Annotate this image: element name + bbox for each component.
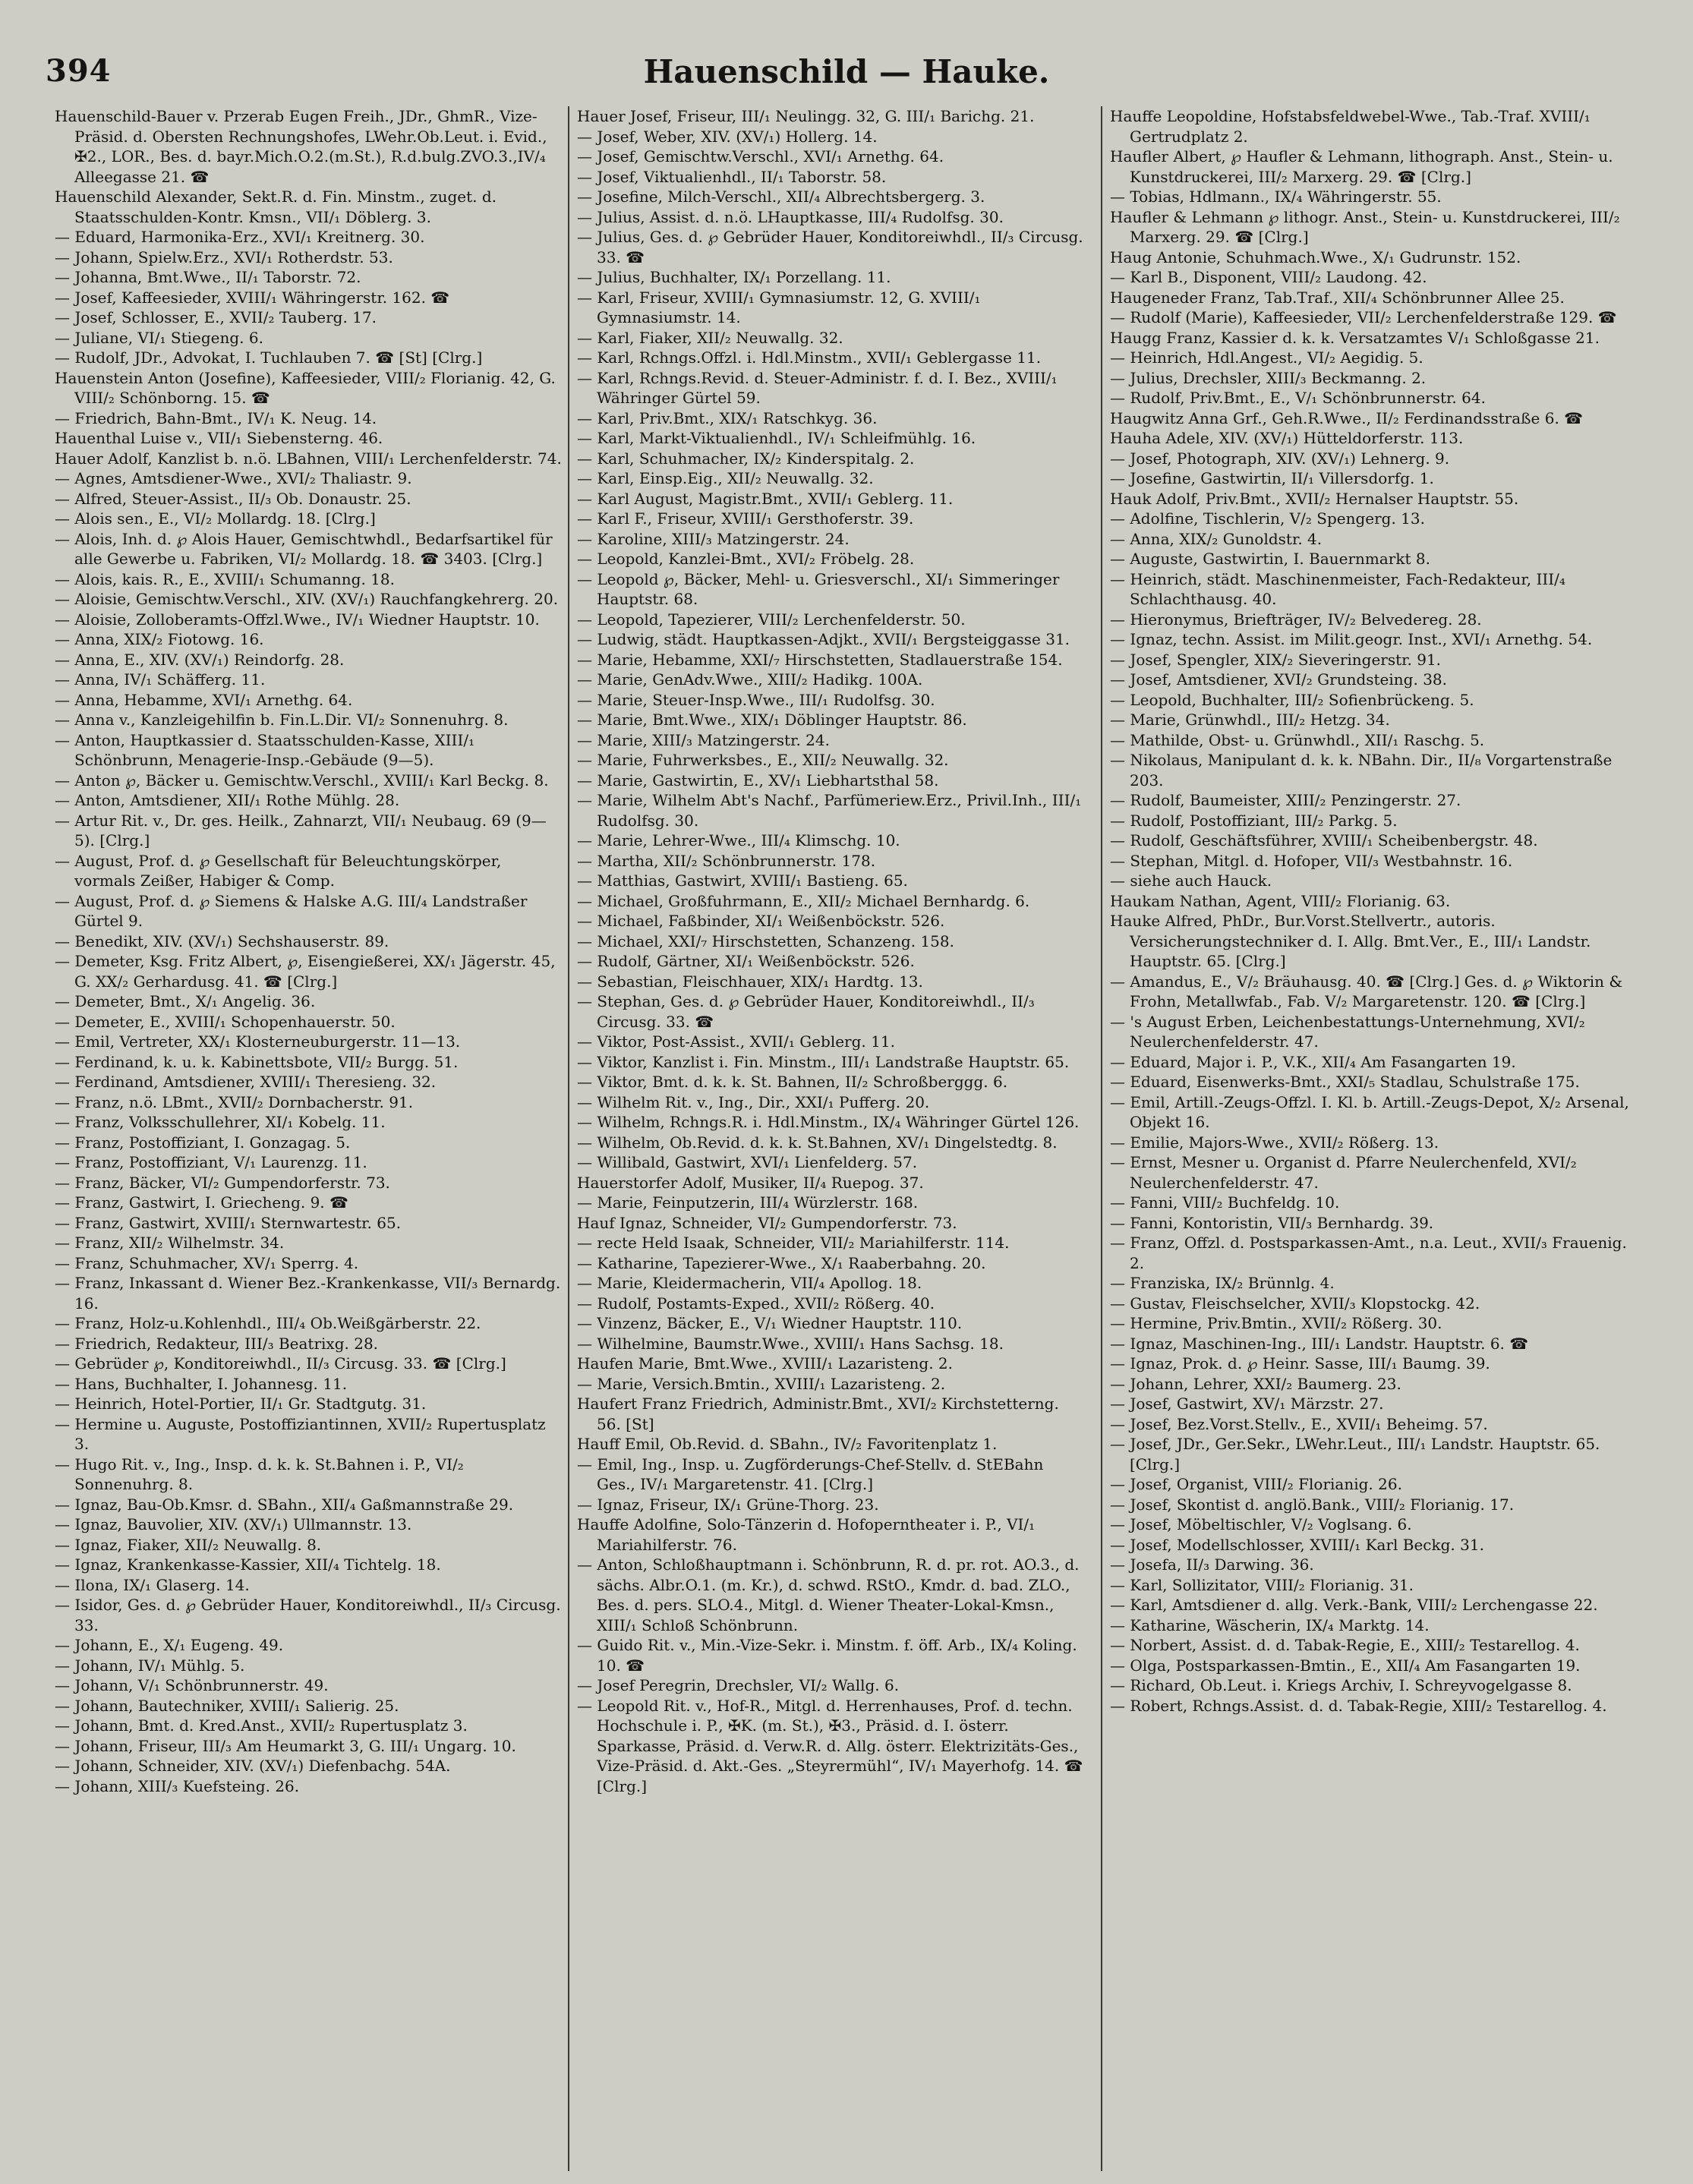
directory-entry: — Leopold, Tapezierer, VIII/₂ Lerchenfelderstr. 50.	[577, 610, 966, 629]
directory-entry: Hauerstorfer Adolf, Musiker, II/₄ Ruepog. 37.	[577, 1173, 924, 1192]
directory-entry: Haug Antonie, Schuhmach.Wwe., X/₁ Gudrunstr. 152.	[1110, 247, 1521, 266]
directory-entry: — Marie, Bmt.Wwe., XIX/₁ Döblinger Hauptstr. 86.	[577, 711, 967, 729]
directory-entry: — Josef, Kaffeesieder, XVIII/₁ Währingerstr. 162. ☎	[55, 288, 450, 307]
directory-entry: — Karl, Rchngs.Revid. d. Steuer-Administr. f. d. I. Bez., XVIII/₁ Währinger Gürtel 59.	[577, 368, 1058, 407]
directory-entry: — Josef, Bez.Vorst.Stellv., E., XVII/₁ Beheimg. 57.	[1110, 1414, 1488, 1433]
directory-entry: — Karl August, Magistr.Bmt., XVII/₁ Geblerg. 11.	[577, 489, 954, 508]
directory-entry: — Isidor, Ges. d. ℘ Gebrüder Hauer, Konditoreiwhdl., II/₃ Circusg. 33.	[55, 1596, 561, 1634]
directory-entry: — Sebastian, Fleischhauer, XIX/₁ Hardtg. 13.	[577, 972, 923, 991]
directory-entry: — Karl, Schuhmacher, IX/₂ Kinderspitalg. 2.	[577, 449, 915, 468]
directory-entry: — Karl, Sollizitator, VIII/₂ Florianig. 31.	[1110, 1575, 1414, 1594]
directory-entry: — Julius, Ges. d. ℘ Gebrüder Hauer, Konditoreiwhdl., II/₃ Circusg. 33. ☎	[577, 228, 1083, 266]
directory-entry: — Hermine u. Auguste, Postoffiziantinnen, XVII/₂ Rupertusplatz 3.	[55, 1414, 546, 1453]
directory-entry: — Benedikt, XIV. (XV/₁) Sechshauserstr. 89.	[55, 931, 389, 950]
directory-entry: — Marie, XIII/₃ Matzingerstr. 24.	[577, 730, 830, 749]
directory-entry: Hauffe Adolfine, Solo-Tänzerin d. Hofoperntheater i. P., VI/₁ Mariahilferstr. 76.	[577, 1515, 1036, 1554]
directory-entry: — Rudolf, Priv.Bmt., E., V/₁ Schönbrunnerstr. 64.	[1110, 389, 1486, 407]
directory-entry: — Anton, Schloßhauptmann i. Schönbrunn, R. d. pr. rot. AO.3., d. sächs. Albr.O.1. (m. Kr.), d. schwd. RStO., Kmdr. d. bad. ZLO., Bes. d. pers. SLO.4., Mitgl. d. Wiener Theater-Lokal-Kmsn., XIII/₁ Schloß Schönbrunn.	[577, 1555, 1080, 1634]
directory-entry: — Viktor, Post-Assist., XVII/₁ Geblerg. 11.	[577, 1032, 895, 1051]
directory-entry: — Demeter, Ksg. Fritz Albert, ℘, Eisengießerei, XX/₁ Jägerstr. 45, G. XX/₂ Gerhardusg. 41. ☎ [Clrg.]	[55, 952, 556, 991]
directory-entry: — Josef, Gemischtw.Verschl., XVI/₁ Arnethg. 64.	[577, 147, 944, 165]
directory-entry: — Josef, Weber, XIV. (XV/₁) Hollerg. 14.	[577, 127, 878, 146]
directory-entry: Haufler & Lehmann ℘ lithogr. Anst., Stein- u. Kunstdruckerei, III/₂ Marxerg. 29. ☎ [Clrg.]	[1110, 207, 1620, 246]
directory-entry: — Karl, Amtsdiener d. allg. Verk.-Bank, VIII/₂ Lerchengasse 22.	[1110, 1596, 1598, 1614]
page-header	[46, 53, 1647, 91]
directory-entry: — Karl, Priv.Bmt., XIX/₁ Ratschkyg. 36.	[577, 408, 878, 427]
directory-entry: — Aloisie, Gemischtw.Verschl., XIV. (XV/₁) Rauchfangkehrerg. 20.	[55, 590, 559, 608]
directory-entry: — Martha, XII/₂ Schönbrunnerstr. 178.	[577, 851, 876, 870]
directory-entry: — Marie, Lehrer-Wwe., III/₄ Klimschg. 10.	[577, 831, 900, 849]
directory-entry: — Karl, Fiaker, XII/₂ Neuwallg. 32.	[577, 328, 843, 347]
directory-entry: — Adolfine, Tischlerin, V/₂ Spengerg. 13.	[1110, 509, 1425, 528]
directory-entry: — Marie, Feinputzerin, III/₄ Würzlerstr. 168.	[577, 1193, 919, 1212]
directory-entry: — Franz, Gastwirt, XVIII/₁ Sternwartestr. 65.	[55, 1213, 402, 1232]
directory-entry: — Viktor, Bmt. d. k. k. St. Bahnen, II/₂ Schroßberggg. 6.	[577, 1073, 1008, 1091]
directory-entry: — Wilhelm, Rchngs.R. i. Hdl.Minstm., IX/₄ Währinger Gürtel 126.	[577, 1113, 1080, 1131]
directory-entry: — Marie, Versich.Bmtin., XVIII/₁ Lazaristeng. 2.	[577, 1374, 946, 1393]
directory-entry: — Stephan, Mitgl. d. Hofoper, VII/₃ Westbahnstr. 16.	[1110, 851, 1513, 870]
directory-entry: — Alois, Inh. d. ℘ Alois Hauer, Gemischtwhdl., Bedarfsartikel für alle Gewerbe u. Fabriken, VI/₂ Mollardg. 18. ☎ 3403. [Clrg.]	[55, 529, 553, 568]
directory-entry: Haugeneder Franz, Tab.Traf., XII/₄ Schönbrunner Allee 25.	[1110, 288, 1565, 307]
directory-entry: — Amandus, E., V/₂ Bräuhausg. 40. ☎ [Clrg.] Ges. d. ℘ Wiktorin & Frohn, Metallwfab., Fab. V/₂ Margaretenstr. 120. ☎ [Clrg.]	[1110, 972, 1623, 1010]
directory-entry: — Anna, XIX/₂ Fiotowg. 16.	[55, 630, 264, 648]
directory-entry: — Anna, XIX/₂ Gunoldstr. 4.	[1110, 529, 1323, 548]
directory-entry: Haukam Nathan, Agent, VIII/₂ Florianig. 63.	[1110, 891, 1451, 910]
directory-entry: — Franz, Gastwirt, I. Griecheng. 9. ☎	[55, 1193, 348, 1212]
directory-entry: — Friedrich, Redakteur, III/₃ Beatrixg. 28.	[55, 1334, 379, 1353]
directory-entry: — Stephan, Ges. d. ℘ Gebrüder Hauer, Konditoreiwhdl., II/₃ Circusg. 33. ☎	[577, 992, 1035, 1031]
directory-entry: — Marie, Steuer-Insp.Wwe., III/₁ Rudolfsg. 30.	[577, 690, 935, 709]
directory-entry: — August, Prof. d. ℘ Siemens & Halske A.G. III/₄ Landstraßer Gürtel 9.	[55, 891, 528, 930]
directory-entry: Hauenschild Alexander, Sekt.R. d. Fin. Minstm., zuget. d. Staatsschulden-Kontr. Kmsn., VII/₁ Döblerg. 3.	[55, 188, 497, 226]
directory-entry: — Agnes, Amtsdiener-Wwe., XVI/₂ Thaliastr. 9.	[55, 469, 412, 487]
directory-entry: — Rudolf, Geschäftsführer, XVIII/₁ Scheibenbergstr. 48.	[1110, 831, 1538, 849]
directory-entry: — Josef, Organist, VIII/₂ Florianig. 26.	[1110, 1475, 1402, 1493]
directory-entry: — Franz, Volksschullehrer, XI/₁ Kobelg. 11.	[55, 1113, 386, 1131]
directory-entry: — Josef, Modellschlosser, XVIII/₁ Karl Beckg. 31.	[1110, 1535, 1484, 1554]
directory-entry: — Ilona, IX/₁ Glaserg. 14.	[55, 1575, 250, 1594]
directory-entry: — Marie, Hebamme, XXI/₇ Hirschstetten, Stadlauerstraße 154.	[577, 650, 1063, 669]
directory-entry: — Anton, Hauptkassier d. Staatsschulden-Kasse, XIII/₁ Schönbrunn, Menagerie-Insp.-Gebäude (9—5).	[55, 730, 475, 769]
directory-entry: — Rudolf (Marie), Kaffeesieder, VII/₂ Lerchenfelderstraße 129. ☎	[1110, 308, 1617, 326]
directory-entry: Hauke Alfred, PhDr., Bur.Vorst.Stellvertr., autoris. Versicherungstechniker d. I. Allg. Bmt.Ver., E., III/₁ Landstr. Hauptstr. 65. [Clrg.]	[1110, 912, 1591, 970]
directory-entry: — Karoline, XIII/₃ Matzingerstr. 24.	[577, 529, 850, 548]
directory-entry: — Mathilde, Obst- u. Grünwhdl., XII/₁ Raschg. 5.	[1110, 730, 1485, 749]
directory-entry: — Josef, Photograph, XIV. (XV/₁) Lehnerg. 9.	[1110, 449, 1450, 468]
directory-entry: — Josef, Möbeltischler, V/₂ Voglsang. 6.	[1110, 1515, 1412, 1533]
directory-entry: — Josefine, Milch-Verschl., XII/₄ Albrechtsbergerg. 3.	[577, 188, 985, 206]
directory-entry: Haugwitz Anna Grf., Geh.R.Wwe., II/₂ Ferdinandsstraße 6. ☎	[1110, 408, 1584, 427]
directory-entry: — Hugo Rit. v., Ing., Insp. d. k. k. St.Bahnen i. P., VI/₂ Sonnenuhrg. 8.	[55, 1454, 464, 1493]
directory-entry: — Fanni, Kontoristin, VII/₃ Bernhardg. 39.	[1110, 1213, 1434, 1232]
directory-entry: — Guido Rit. v., Min.-Vize-Sekr. i. Minstm. f. öff. Arb., IX/₄ Koling. 10. ☎	[577, 1636, 1077, 1675]
directory-entry: — Karl, Friseur, XVIII/₁ Gymnasiumstr. 12, G. XVIII/₁ Gymnasiumstr. 14.	[577, 288, 981, 326]
directory-entry: — Ignaz, Fiaker, XII/₂ Neuwallg. 8.	[55, 1535, 322, 1554]
directory-entry: Hauenstein Anton (Josefine), Kaffeesieder, VIII/₂ Florianig. 42, G. VIII/₂ Schönborng. 15. ☎	[55, 368, 556, 407]
directory-entry: — Johann, Bautechniker, XVIII/₁ Salierig. 25.	[55, 1696, 399, 1715]
directory-entry: — Franz, Inkassant d. Wiener Bez.-Krankenkasse, VII/₃ Bernardg. 16.	[55, 1274, 561, 1313]
directory-entry: — Richard, Ob.Leut. i. Kriegs Archiv, I. Schreyvogelgasse 8.	[1110, 1676, 1572, 1694]
directory-entry: — Michael, Faßbinder, XI/₁ Weißenböckstr. 526.	[577, 912, 945, 930]
directory-entry: — Karl, Rchngs.Offzl. i. Hdl.Minstm., XVII/₁ Geblergasse 11.	[577, 348, 1042, 367]
directory-entry: — Emil, Artill.-Zeugs-Offzl. I. Kl. b. Artill.-Zeugs-Depot, X/₂ Arsenal, Objekt 16.	[1110, 1092, 1629, 1131]
directory-entry: — Julius, Drechsler, XIII/₃ Beckmanng. 2.	[1110, 368, 1427, 387]
directory-entry: — Julius, Assist. d. n.ö. LHauptkasse, III/₄ Rudolfsg. 30.	[577, 207, 1004, 226]
directory-entry: Hauf Ignaz, Schneider, VI/₂ Gumpendorferstr. 73.	[577, 1213, 957, 1232]
directory-entry: — Rudolf, Postoffiziant, III/₂ Parkg. 5.	[1110, 811, 1398, 830]
directory-entry: — Tobias, Hdlmann., IX/₄ Währingerstr. 55.	[1110, 188, 1442, 206]
page-number: 394	[46, 53, 112, 89]
directory-entry: — Friedrich, Bahn-Bmt., IV/₁ K. Neug. 14.	[55, 408, 377, 427]
directory-entry: — Emil, Vertreter, XX/₁ Klosterneuburgerstr. 11—13.	[55, 1032, 461, 1051]
directory-entry: — Johann, XIII/₃ Kuefsteing. 26.	[55, 1776, 300, 1795]
directory-entry: — Marie, Gastwirtin, E., XV/₁ Liebhartsthal 58.	[577, 771, 939, 789]
directory-entry: — Hieronymus, Briefträger, IV/₂ Belvedereg. 28.	[1110, 610, 1482, 629]
directory-entry: Hauha Adele, XIV. (XV/₁) Hütteldorferstr. 113.	[1110, 429, 1464, 447]
directory-entry: — Ludwig, städt. Hauptkassen-Adjkt., XVII/₁ Bergsteiggasse 31.	[577, 630, 1070, 648]
directory-entry: — Franz, Bäcker, VI/₂ Gumpendorferstr. 73.	[55, 1173, 390, 1192]
directory-entry: — Leopold ℘, Bäcker, Mehl- u. Griesverschl., XI/₁ Simmeringer Hauptstr. 68.	[577, 569, 1060, 608]
directory-entry: — Ignaz, Prok. d. ℘ Heinr. Sasse, III/₁ Baumg. 39.	[1110, 1354, 1490, 1372]
directory-entry: — Matthias, Gastwirt, XVIII/₁ Bastieng. 65.	[577, 871, 908, 890]
directory-entry: — Karl, Markt-Viktualienhdl., IV/₁ Schleifmühlg. 16.	[577, 429, 976, 447]
directory-entry: Hauer Josef, Friseur, III/₁ Neulingg. 32, G. III/₁ Barichg. 21.	[577, 107, 1035, 125]
directory-entry: — August, Prof. d. ℘ Gesellschaft für Beleuchtungskörper, vormals Zeißer, Habiger & Comp.	[55, 851, 502, 890]
directory-entry: — recte Held Isaak, Schneider, VII/₂ Mariahilferstr. 114.	[577, 1234, 1010, 1252]
directory-entry: — Nikolaus, Manipulant d. k. k. NBahn. Dir., II/₈ Vorgartenstraße 203.	[1110, 751, 1613, 789]
directory-entry: — Ignaz, Bauvolier, XIV. (XV/₁) Ullmannstr. 13.	[55, 1515, 412, 1533]
directory-entry: — Eduard, Major i. P., V.K., XII/₄ Am Fasangarten 19.	[1110, 1052, 1516, 1071]
directory-entry: — Gebrüder ℘, Konditoreiwhdl., II/₃ Circusg. 33. ☎ [Clrg.]	[55, 1354, 506, 1372]
directory-entry: — Josef, Schlosser, E., XVII/₂ Tauberg. 17.	[55, 308, 377, 326]
directory-entry: — Anna v., Kanzleigehilfin b. Fin.L.Dir. VI/₂ Sonnenuhrg. 8.	[55, 711, 509, 729]
directory-entry: — Demeter, Bmt., X/₁ Angelig. 36.	[55, 992, 316, 1010]
directory-entry: — Ferdinand, k. u. k. Kabinettsbote, VII/₂ Burgg. 51.	[55, 1052, 459, 1071]
directory-entry: — 's August Erben, Leichenbestattungs-Unternehmung, XVI/₂ Neulerchenfelderstr. 47.	[1110, 1012, 1585, 1051]
directory-entry: — Johann, Spielw.Erz., XVI/₁ Rotherdstr. 53.	[55, 247, 393, 266]
column-middle	[577, 106, 1084, 1796]
directory-entry: — Olga, Postsparkassen-Bmtin., E., XII/₄ Am Fasangarten 19.	[1110, 1656, 1581, 1675]
directory-entry: Hauk Adolf, Priv.Bmt., XVII/₂ Hernalser Hauptstr. 55.	[1110, 489, 1519, 508]
directory-entry: — Josefa, II/₃ Darwing. 36.	[1110, 1555, 1314, 1574]
directory-entry: — Marie, Grünwhdl., III/₂ Hetzg. 34.	[1110, 711, 1390, 729]
directory-entry: — Viktor, Kanzlist i. Fin. Minstm., III/₁ Landstraße Hauptstr. 65.	[577, 1052, 1070, 1071]
directory-entry: — Juliane, VI/₁ Stiegeng. 6.	[55, 328, 263, 347]
directory-entry: Haufen Marie, Bmt.Wwe., XVIII/₁ Lazaristeng. 2.	[577, 1354, 954, 1372]
directory-entry: — Ernst, Mesner u. Organist d. Pfarre Neulerchenfeld, XVI/₂ Neulerchenfelderstr. 47.	[1110, 1153, 1577, 1192]
directory-entry: — Franz, XII/₂ Wilhelmstr. 34.	[55, 1234, 285, 1252]
directory-entry: — Hans, Buchhalter, I. Johannesg. 11.	[55, 1374, 348, 1393]
directory-entry: — Eduard, Harmonika-Erz., XVI/₁ Kreitnerg. 30.	[55, 228, 425, 246]
directory-entry: — Heinrich, Hdl.Angest., VI/₂ Aegidig. 5.	[1110, 348, 1423, 367]
directory-entry: — Johanna, Bmt.Wwe., II/₁ Taborstr. 72.	[55, 268, 361, 286]
directory-entry: — Gustav, Fleischselcher, XVII/₃ Klopstockg. 42.	[1110, 1294, 1480, 1313]
directory-entry: — Franz, n.ö. LBmt., XVII/₂ Dornbacherstr. 91.	[55, 1092, 414, 1111]
directory-entry: — Leopold Rit. v., Hof-R., Mitgl. d. Herrenhauses, Prof. d. techn. Hochschule i. P., ✠K. (m. St.), ✠3., Präsid. d. I. österr. Sparkasse, Präsid. d. Verw.R. d. Allg. österr. Elektrizitäts-Ges., Vize-Präsid. d. Akt.-Ges. „Steyrermühl“, IV/₁ Mayerhofg. 14. ☎ [Clrg.]	[577, 1696, 1083, 1795]
directory-entry: Hauenschild-Bauer v. Przerab Eugen Freih., JDr., GhmR., Vize-Präsid. d. Obersten Rechnungshofes, LWehr.Ob.Leut. i. Evid., ✠2., LOR., Bes. d. bayr.Mich.O.2.(m.St.), R.d.bulg.ZVO.3.,IV/₄ Alleegasse 21. ☎	[55, 107, 547, 186]
directory-entry: — Heinrich, Hotel-Portier, II/₁ Gr. Stadtgutg. 31.	[55, 1395, 427, 1413]
directory-entry: — Wilhelmine, Baumstr.Wwe., XVIII/₁ Hans Sachsg. 18.	[577, 1334, 1004, 1353]
directory-entry: — Robert, Rchngs.Assist. d. d. Tabak-Regie, XIII/₂ Testarellog. 4.	[1110, 1696, 1607, 1715]
directory-entry: — Josef, JDr., Ger.Sekr., LWehr.Leut., III/₁ Landstr. Hauptstr. 65. [Clrg.]	[1110, 1435, 1600, 1473]
directory-entry: — Anton ℘, Bäcker u. Gemischtw.Verschl., XVIII/₁ Karl Beckg. 8.	[55, 771, 549, 789]
directory-entry: — Karl B., Disponent, VIII/₂ Laudong. 42.	[1110, 268, 1427, 286]
directory-entry: — Ignaz, Krankenkasse-Kassier, XII/₄ Tichtelg. 18.	[55, 1555, 441, 1574]
directory-entry: — Franz, Offzl. d. Postsparkassen-Amt., n.a. Leut., XVII/₃ Frauenig. 2.	[1110, 1234, 1627, 1272]
directory-entry: — Franz, Postoffiziant, I. Gonzagag. 5.	[55, 1133, 351, 1152]
directory-entry: — Ferdinand, Amtsdiener, XVIII/₁ Theresieng. 32.	[55, 1073, 437, 1091]
directory-entry: — Johann, Schneider, XIV. (XV/₁) Diefenbachg. 54A.	[55, 1757, 451, 1775]
directory-entry: — siehe auch Hauck.	[1110, 871, 1272, 890]
column-divider	[1101, 106, 1102, 2171]
directory-entry: — Franz, Holz-u.Kohlenhdl., III/₄ Ob.Weißgärberstr. 22.	[55, 1314, 481, 1332]
directory-entry: — Wilhelm, Ob.Revid. d. k. k. St.Bahnen, XV/₁ Dingelstedtg. 8.	[577, 1133, 1058, 1152]
directory-entry: — Anna, E., XIV. (XV/₁) Reindorfg. 28.	[55, 650, 345, 669]
directory-entry: — Josef, Spengler, XIX/₂ Sieveringerstr. 91.	[1110, 650, 1442, 669]
directory-entry: — Marie, GenAdv.Wwe., XIII/₂ Hadikg. 100A.	[577, 670, 923, 689]
directory-entry: — Franz, Schuhmacher, XV/₁ Sperrg. 4.	[55, 1253, 359, 1272]
directory-entry: — Ignaz, Friseur, IX/₁ Grüne-Thorg. 23.	[577, 1495, 879, 1514]
directory-entry: — Michael, Großfuhrmann, E., XII/₂ Michael Bernhardg. 6.	[577, 891, 1030, 910]
directory-entry: — Josef Peregrin, Drechsler, VI/₂ Wallg. 6.	[577, 1676, 900, 1694]
directory-entry: — Willibald, Gastwirt, XVI/₁ Lienfelderg. 57.	[577, 1153, 918, 1171]
directory-entry: — Rudolf, Baumeister, XIII/₂ Penzingerstr. 27.	[1110, 791, 1461, 809]
directory-entry: — Anna, IV/₁ Schäfferg. 11.	[55, 670, 266, 689]
directory-entry: — Johann, IV/₁ Mühlg. 5.	[55, 1656, 245, 1675]
directory-entry: — Johann, Friseur, III/₃ Am Heumarkt 3, G. III/₁ Ungarg. 10.	[55, 1736, 516, 1755]
directory-entry: — Karl F., Friseur, XVIII/₁ Gersthoferstr. 39.	[577, 509, 914, 528]
directory-entry: — Katharine, Wäscherin, IX/₄ Marktg. 14.	[1110, 1615, 1430, 1634]
directory-entry: — Ignaz, techn. Assist. im Milit.geogr. Inst., XVI/₁ Arnethg. 54.	[1110, 630, 1593, 648]
directory-entry: — Marie, Kleidermacherin, VII/₄ Apollog. 18.	[577, 1274, 922, 1292]
directory-entry: — Ignaz, Maschinen-Ing., III/₁ Landstr. Hauptstr. 6. ☎	[1110, 1334, 1529, 1353]
directory-entry: — Wilhelm Rit. v., Ing., Dir., XXI/₁ Pufferg. 20.	[577, 1092, 930, 1111]
directory-entry: — Josef, Skontist d. anglö.Bank., VIII/₂ Florianig. 17.	[1110, 1495, 1515, 1514]
directory-entry: — Rudolf, Gärtner, XI/₁ Weißenböckstr. 526.	[577, 952, 915, 970]
directory-entry: — Aloisie, Zolloberamts-Offzl.Wwe., IV/₁ Wiedner Hauptstr. 10.	[55, 610, 540, 629]
directory-entry: — Anna, Hebamme, XVI/₁ Arnethg. 64.	[55, 690, 353, 709]
directory-entry: Haufler Albert, ℘ Haufler & Lehmann, lithograph. Anst., Stein- u. Kunstdruckerei, III/₂ Marxerg. 29. ☎ [Clrg.]	[1110, 147, 1613, 186]
directory-entry: — Anton, Amtsdiener, XII/₁ Rothe Mühlg. 28.	[55, 791, 400, 809]
directory-entry: — Franz, Postoffiziant, V/₁ Laurenzg. 11.	[55, 1153, 367, 1171]
directory-entry: — Heinrich, städt. Maschinenmeister, Fach-Redakteur, III/₄ Schlachthausg. 40.	[1110, 569, 1565, 608]
directory-entry: — Marie, Wilhelm Abt's Nachf., Parfümeriew.Erz., Privil.Inh., III/₁ Rudolfsg. 30.	[577, 791, 1082, 830]
column-right	[1110, 106, 1641, 1716]
directory-entry: — Johann, Bmt. d. Kred.Anst., XVII/₂ Rupertusplatz 3.	[55, 1716, 468, 1735]
column-left	[55, 106, 562, 1796]
directory-entry: — Rudolf, JDr., Advokat, I. Tuchlauben 7. ☎ [St] [Clrg.]	[55, 348, 483, 367]
directory-entry: — Hermine, Priv.Bmtin., XVII/₂ Rößerg. 30.	[1110, 1314, 1442, 1332]
directory-entry: Hauffe Leopoldine, Hofstabsfeldwebel-Wwe., Tab.-Traf. XVIII/₁ Gertrudplatz 2.	[1110, 107, 1591, 146]
directory-entry: — Josef, Viktualienhdl., II/₁ Taborstr. 58.	[577, 167, 887, 186]
directory-entry: — Norbert, Assist. d. d. Tabak-Regie, E., XIII/₂ Testarellog. 4.	[1110, 1636, 1580, 1654]
directory-entry: — Alois sen., E., VI/₂ Mollardg. 18. [Clrg.]	[55, 509, 376, 528]
directory-entry: — Emil, Ing., Insp. u. Zugförderungs-Chef-Stellv. d. StEBahn Ges., IV/₁ Margaretenstr. 41. [Clrg.]	[577, 1454, 1044, 1493]
directory-entry: — Vinzenz, Bäcker, E., V/₁ Wiedner Hauptstr. 110.	[577, 1314, 963, 1332]
directory-entry: — Johann, E., X/₁ Eugeng. 49.	[55, 1636, 284, 1654]
directory-entry: — Fanni, VIII/₂ Buchfeldg. 10.	[1110, 1193, 1340, 1212]
column-divider	[568, 106, 569, 2171]
directory-entry: — Leopold, Buchhalter, III/₂ Sofienbrückeng. 5.	[1110, 690, 1474, 709]
directory-entry: — Emilie, Majors-Wwe., XVII/₂ Rößerg. 13.	[1110, 1133, 1439, 1152]
directory-entry: — Johann, Lehrer, XXI/₂ Baumerg. 23.	[1110, 1374, 1401, 1393]
directory-entry: Haugg Franz, Kassier d. k. k. Versatzamtes V/₁ Schloßgasse 21.	[1110, 328, 1600, 347]
directory-entry: — Johann, V/₁ Schönbrunnerstr. 49.	[55, 1676, 329, 1694]
directory-entry: — Auguste, Gastwirtin, I. Bauernmarkt 8.	[1110, 550, 1430, 568]
running-head: Hauenschild — Hauke.	[643, 53, 1050, 90]
directory-entry: — Artur Rit. v., Dr. ges. Heilk., Zahnarzt, VII/₁ Neubaug. 69 (9—5). [Clrg.]	[55, 811, 547, 849]
directory-entry: — Josef, Amtsdiener, XVI/₂ Grundsteing. 38.	[1110, 670, 1447, 689]
directory-entry: — Franziska, IX/₂ Brünnlg. 4.	[1110, 1274, 1335, 1292]
directory-entry: — Julius, Buchhalter, IX/₁ Porzellang. 11.	[577, 268, 891, 286]
directory-entry: Haufert Franz Friedrich, Administr.Bmt., XVI/₂ Kirchstetterng. 56. [St]	[577, 1395, 1059, 1433]
directory-entry: — Josef, Gastwirt, XV/₁ Märzstr. 27.	[1110, 1395, 1384, 1413]
directory-entry: — Josefine, Gastwirtin, II/₁ Villersdorfg. 1.	[1110, 469, 1434, 487]
directory-entry: — Ignaz, Bau-Ob.Kmsr. d. SBahn., XII/₄ Gaßmannstraße 29.	[55, 1495, 514, 1514]
directory-entry: — Eduard, Eisenwerks-Bmt., XXI/₅ Stadlau, Schulstraße 175.	[1110, 1073, 1580, 1091]
directory-entry: — Marie, Fuhrwerksbes., E., XII/₂ Neuwallg. 32.	[577, 751, 949, 769]
directory-entry: — Demeter, E., XVIII/₁ Schopenhauerstr. 50.	[55, 1012, 396, 1031]
directory-entry: — Rudolf, Postamts-Exped., XVII/₂ Rößerg. 40.	[577, 1294, 935, 1313]
directory-entry: — Karl, Einsp.Eig., XII/₂ Neuwallg. 32.	[577, 469, 874, 487]
directory-entry: — Alfred, Steuer-Assist., II/₃ Ob. Donaustr. 25.	[55, 489, 411, 508]
directory-entry: — Katharine, Tapezierer-Wwe., X/₁ Raaberbahng. 20.	[577, 1253, 986, 1272]
directory-entry: Hauer Adolf, Kanzlist b. n.ö. LBahnen, VIII/₁ Lerchenfelderstr. 74.	[55, 449, 562, 468]
directory-entry: — Michael, XXI/₇ Hirschstetten, Schanzeng. 158.	[577, 931, 954, 950]
directory-entry: — Alois, kais. R., E., XVIII/₁ Schumanng. 18.	[55, 569, 395, 588]
directory-entry: — Leopold, Kanzlei-Bmt., XVI/₂ Fröbelg. 28.	[577, 550, 915, 568]
directory-entry: Hauff Emil, Ob.Revid. d. SBahn., IV/₂ Favoritenplatz 1.	[577, 1435, 998, 1453]
directory-entry: Hauenthal Luise v., VII/₁ Siebensterng. 46.	[55, 429, 383, 447]
